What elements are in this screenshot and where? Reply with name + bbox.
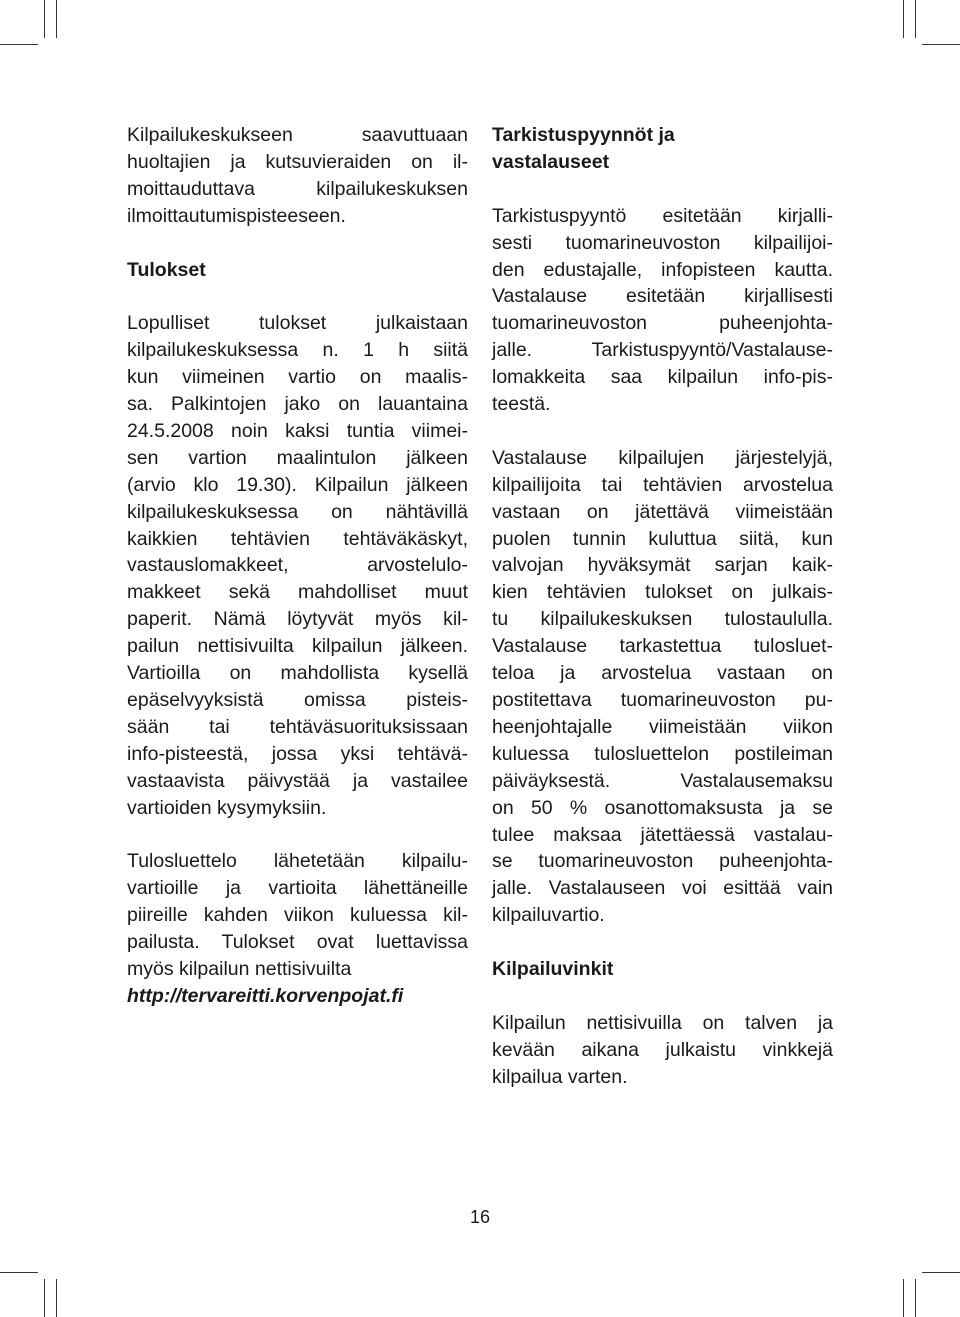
text-line: Tulosluettelo lähetetään kilpailu- (127, 850, 468, 873)
results-paragraph-1 (127, 310, 468, 821)
text-line: teloa ja arvostelua vastaan on (492, 662, 833, 685)
text-line: den edustajalle, infopisteen kautta. (492, 258, 833, 281)
text-line: vartioille ja vartioita lähettäneille (127, 877, 468, 900)
text-line: kilpailijoita tai tehtävien arvostelua (492, 473, 833, 496)
text-line: kien tehtävien tulokset on julkais- (492, 581, 833, 604)
appeals-paragraph-2 (492, 445, 833, 929)
text-line: valvojan hyväksymät sarjan kaik- (492, 554, 833, 577)
text-line: tuomarineuvoston puheenjohta- (492, 312, 833, 335)
text-line: kaikkien tehtävien tehtäväkäskyt, (127, 527, 468, 550)
tips-paragraph (492, 1010, 833, 1091)
text-line: Kilpailukeskukseen saavuttuaan (127, 124, 468, 146)
text-line: vartioiden kysymyksiin. (127, 796, 327, 819)
tips-heading: Kilpailuvinkit (492, 958, 614, 981)
text-line: makkeet sekä mahdolliset muut (127, 581, 468, 604)
text-line: Lopulliset tulokset julkaistaan (127, 312, 468, 335)
text-line: moittauduttava kilpailukeskuksen (127, 177, 468, 200)
text-line: myös kilpailun nettisivuilta (127, 958, 352, 981)
text-line: kevään aikana julkaistu vinkkejä (492, 1038, 833, 1061)
text-line: Kilpailun nettisivuilla on talven ja (492, 1011, 833, 1034)
appeals-heading (492, 122, 833, 176)
crop-mark-br-v (903, 1279, 904, 1317)
text-line: kun viimeinen vartio on maalis- (127, 366, 468, 389)
crop-mark-bl-v2 (56, 1279, 57, 1317)
text-line: jalle. Tarkistuspyyntö/Vastalause- (492, 339, 833, 362)
text-line: sen vartion maalintulon jälkeen (127, 446, 468, 469)
text-line: kilpailuvartio. (492, 904, 605, 927)
website-link[interactable]: http://tervareitti.korvenpojat.fi (127, 984, 404, 1007)
appeals-paragraph-1 (492, 203, 833, 418)
heading-line: Tarkistuspyynnöt ja (492, 124, 675, 146)
results-paragraph-2 (127, 848, 468, 1009)
text-line: 24.5.2008 noin kaksi tuntia viimei- (127, 419, 468, 442)
text-line: päiväyksestä. Vastalausemaksu (492, 769, 833, 792)
text-line: kilpailukeskuksessa n. 1 h siitä (127, 339, 468, 362)
text-line: piireille kahden viikon kuluessa kil- (127, 904, 468, 927)
crop-mark-tr-v2 (915, 0, 916, 38)
results-heading: Tulokset (127, 258, 206, 281)
text-line: Tarkistuspyyntö esitetään kirjalli- (492, 204, 833, 227)
text-line: epäselvyyksistä omissa pisteis- (127, 689, 468, 711)
text-line: kilpailukeskuksessa on nähtävillä (127, 500, 468, 523)
text-line: on 50 % osanottomaksusta ja se (492, 796, 833, 819)
text-line: tulee maksaa jätettäessä vastalau- (492, 823, 833, 846)
intro-paragraph (127, 122, 468, 230)
text-line: postitettava tuomarineuvoston pu- (492, 689, 833, 711)
text-line: kilpailua varten. (492, 1065, 628, 1088)
right-column (492, 122, 833, 1091)
crop-mark-br-h (922, 1272, 960, 1273)
heading-line: vastalauseet (492, 150, 610, 173)
text-line: Vartioilla on mahdollista kysellä (127, 662, 468, 685)
text-line: Vastalause esitetään kirjallisesti (492, 285, 833, 308)
text-line: vastauslomakkeet, arvostelulo- (127, 554, 468, 577)
text-line: tu kilpailukeskuksen tulostaululla. (492, 608, 833, 631)
text-line: huoltajien ja kutsuvieraiden on il- (127, 150, 468, 173)
text-line: sa. Palkintojen jako on lauantaina (127, 393, 468, 416)
text-line: info-pisteestä, jossa yksi tehtävä- (127, 742, 468, 765)
text-line: sään tai tehtäväsuorituksissaan (127, 715, 468, 738)
text-line: pailusta. Tulokset ovat luettavissa (127, 931, 468, 954)
crop-mark-bl-h (0, 1272, 38, 1273)
text-line: paperit. Nämä löytyvät myös kil- (127, 608, 468, 631)
crop-mark-tl-v (44, 0, 45, 38)
text-line: puolen tunnin kuluttua siitä, kun (492, 527, 833, 550)
page-number: 16 (469, 1207, 491, 1227)
text-line: kuluessa tulosluettelon postileiman (492, 742, 833, 765)
text-line: heenjohtajalle viimeistään viikon (492, 715, 833, 738)
crop-mark-bl-v (44, 1279, 45, 1317)
crop-mark-tl-h (0, 44, 38, 45)
crop-mark-tl-v2 (56, 0, 57, 38)
text-line: (arvio klo 19.30). Kilpailun jälkeen (127, 473, 468, 496)
text-line: jalle. Vastalauseen voi esittää vain (492, 877, 833, 900)
crop-mark-tr-v (903, 0, 904, 38)
left-column (127, 122, 468, 1010)
text-line: pailun nettisivuilta kilpailun jälkeen. (127, 635, 468, 658)
text-line: se tuomarineuvoston puheenjohta- (492, 850, 833, 873)
text-line: Vastalause tarkastettua tulosluet- (492, 635, 833, 658)
text-line: lomakkeita saa kilpailun info-pis- (492, 366, 833, 389)
crop-mark-tr-h (922, 44, 960, 45)
text-line: sesti tuomarineuvoston kilpailijoi- (492, 231, 833, 254)
text-line: Vastalause kilpailujen järjestelyjä, (492, 446, 833, 469)
text-line: vastaavista päivystää ja vastailee (127, 769, 468, 792)
text-line: teestä. (492, 393, 551, 416)
text-line: vastaan on jätettävä viimeistään (492, 500, 833, 523)
crop-mark-br-v2 (915, 1279, 916, 1317)
text-line: ilmoittautumispisteeseen. (127, 204, 346, 227)
